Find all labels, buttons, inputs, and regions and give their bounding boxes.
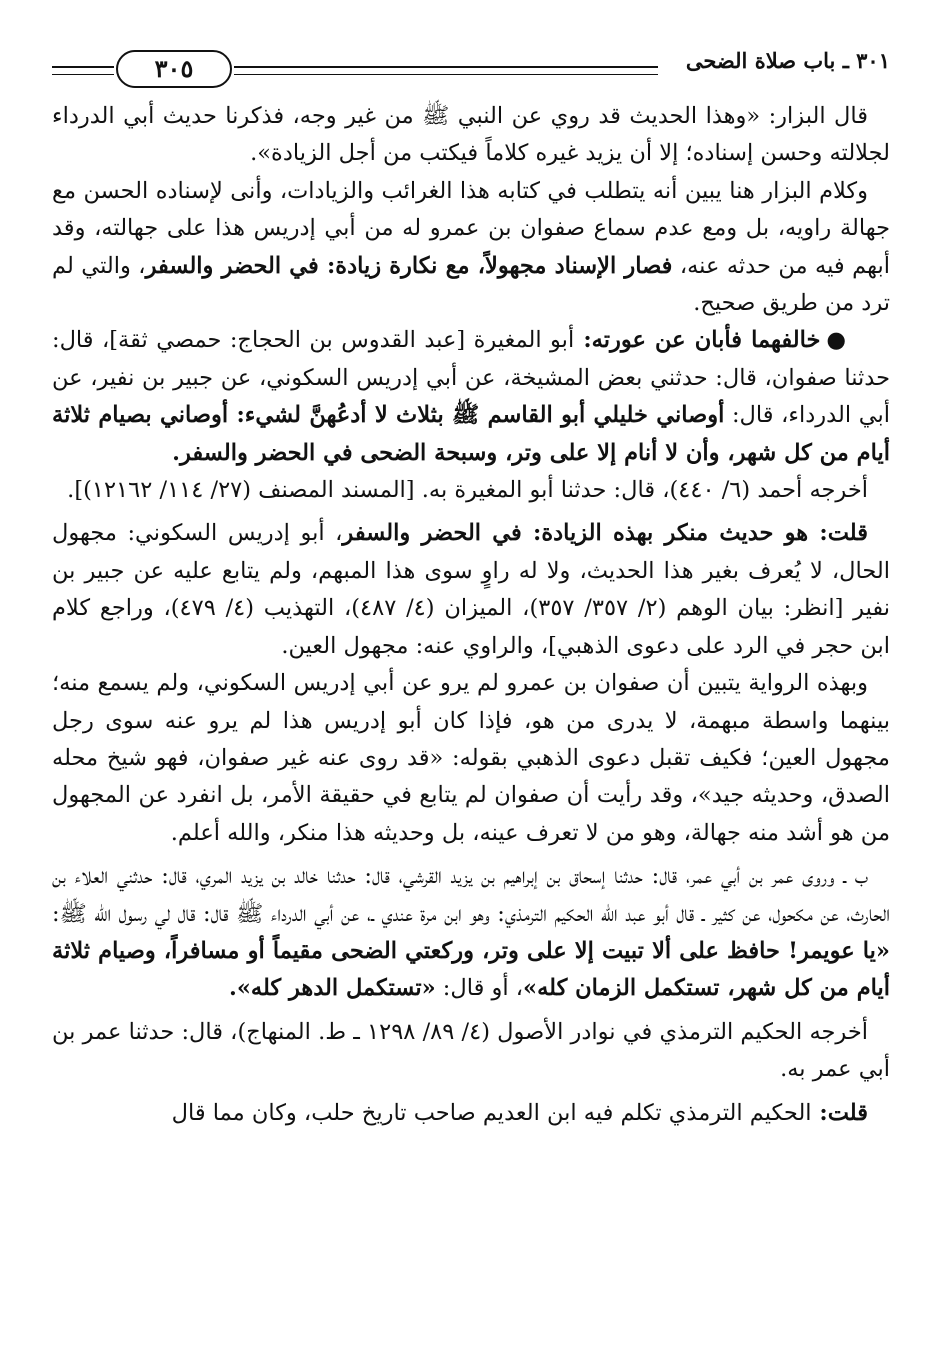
- text-segment: الحكيم الترمذي تكلم فيه ابن العديم صاحب تاريخ حلب، وكان مما قال: [171, 1099, 812, 1126]
- text-segment: وكلام البزار هنا يبين أنه يتطلب في كتابه هذا الغرائب والزيادات، وأنى لإسناده الحسن مع جهالة راويه، بل ومع عدم سماع صفوان بن عمرو له من أبي إدريس هذا على جهالته، وقد أبهم فيه من حدثه عنه،: [52, 177, 890, 279]
- paragraph: [52, 472, 890, 509]
- header-rule-left: [52, 66, 114, 75]
- paragraph: [52, 322, 890, 472]
- text-segment: أخرجه أحمد (٦/ ٤٤٠)، قال: حدثنا أبو المغيرة به. [المسند المصنف (٢٧/ ١١٤/ ١٢١٦٢)].: [67, 477, 868, 504]
- chapter-title: ٣٠١ ـ باب صلاة الضحى: [685, 48, 890, 73]
- paragraph: [52, 515, 890, 665]
- bold-text-segment: قلت:: [811, 1099, 868, 1126]
- paragraph: [52, 665, 890, 852]
- paragraph: [52, 858, 890, 1008]
- page-header: [52, 36, 890, 98]
- text-segment: ، أبو إدريس السكوني: مجهول الحال، لا يُعرف بغير هذا الحديث، ولا له راوٍ سوى هذا المبهم، ولم يتابع عليه عن جبير بن نفير [انظر: بيان الوهم (٢/ ٣٥٧/ ٣٥٧)، الميزان (٤/ ٤٨٧)، التهذيب (٤/ ٤٧٩)، وراجع كلام ابن حجر في الرد على دعوى الذهبي]، والراوي عنه: مجهول العين.: [52, 520, 891, 659]
- book-page: [52, 36, 890, 1132]
- text-segment: ، والتي لم ترد من طريق صحيح.: [52, 252, 890, 317]
- paragraph: [52, 1095, 890, 1132]
- text-segment: ب ـ وروى عمر بن أبي عمر، قال: حدثنا إسحاق بن إبراهيم بن يزيد القرشي، قال: حدثنا خالد بن يزيد المري، قال: حدثني العلاء بن الحارث، عن مكحول، عن كثير ـ قال أبو عبد الله الحكيم الترمذي: وهو ابن مرة عندي ـ، عن أبي الدرداء ﷺ قال: قال لي رسول الله ﷺ:: [52, 863, 890, 927]
- text-segment: قال البزار: «وهذا الحديث قد روي عن النبي ﷺ من غير وجه، فذكرنا حديث أبي الدرداء لجلالته وحسن إسناده؛ إلا أن يزيد غيره كلاماً فيكتب من أجل الزيادة».: [52, 103, 890, 167]
- bullet-icon: ●: [826, 327, 846, 354]
- text-segment: أبو المغيرة [عبد القدوس بن الحجاج: حمصي ثقة]، قال: حدثنا صفوان، قال: حدثني بعض المشيخة، عن أبي إدريس السكوني، عن جبير بن نفير، عن أبي الدرداء، قال:: [52, 327, 890, 429]
- page-number: ٣٠٥: [116, 50, 232, 88]
- text-segment: ، أو قال:: [435, 975, 524, 1002]
- paragraph: [52, 173, 890, 323]
- bold-text-segment: «تستكمل الدهر كله».: [229, 975, 436, 1002]
- paragraph: [52, 1014, 890, 1089]
- bold-text-segment: خالفهما فأبان عن عورته:: [574, 327, 821, 354]
- page-body: [52, 98, 890, 1132]
- bold-text-segment: قلت: هو حديث منكر بهذه الزيادة: في الحضر والسفر: [342, 520, 868, 547]
- bold-text-segment: «يا عويمر! حافظ على ألا تبيت إلا على وتر، وركعتي الضحى مقيماً أو مسافراً، وصيام ثلاثة أيام من كل شهر، تستكمل الزمان كله»: [52, 937, 890, 1002]
- header-rule: [234, 66, 658, 75]
- bold-text-segment: أوصاني خليلي أبو القاسم ﷺ بثلاث لا أدعُهنَّ لشيء: أوصاني بصيام ثلاثة أيام من كل شهر، وأن لا أنام إلا على وتر، وسبحة الضحى في الحضر والسفر.: [52, 402, 890, 466]
- text-segment: أخرجه الحكيم الترمذي في نوادر الأصول (٤/ ٨٩/ ١٢٩٨ ـ ط. المنهاج)، قال: حدثنا عمر بن أبي عمر به.: [52, 1018, 890, 1083]
- paragraph: [52, 98, 890, 173]
- bold-text-segment: فصار الإسناد مجهولاً، مع نكارة زيادة: في الحضر والسفر: [145, 252, 673, 279]
- text-segment: وبهذه الرواية يتبين أن صفوان بن عمرو لم يرو عن أبي إدريس السكوني، ولم يسمع منه؛ بينهما واسطة مبهمة، لا يدرى من هو، فإذا كان أبو إدريس هذا لم يرو عنه سوى رجل مجهول العين؛ فكيف تقبل دعوى الذهبي بقوله: «قد روى عنه غير صفوان، فهو شيخ محله الصدق، وحديثه جيد»، وقد رأيت أن صفوان لم يتابع في حقيقة الأمر، بل انفرد عن المجهول من هو أشد منه جهالة، وهو من لا تعرف عينه، بل وحديثه هذا منكر، والله أعلم.: [52, 670, 890, 846]
